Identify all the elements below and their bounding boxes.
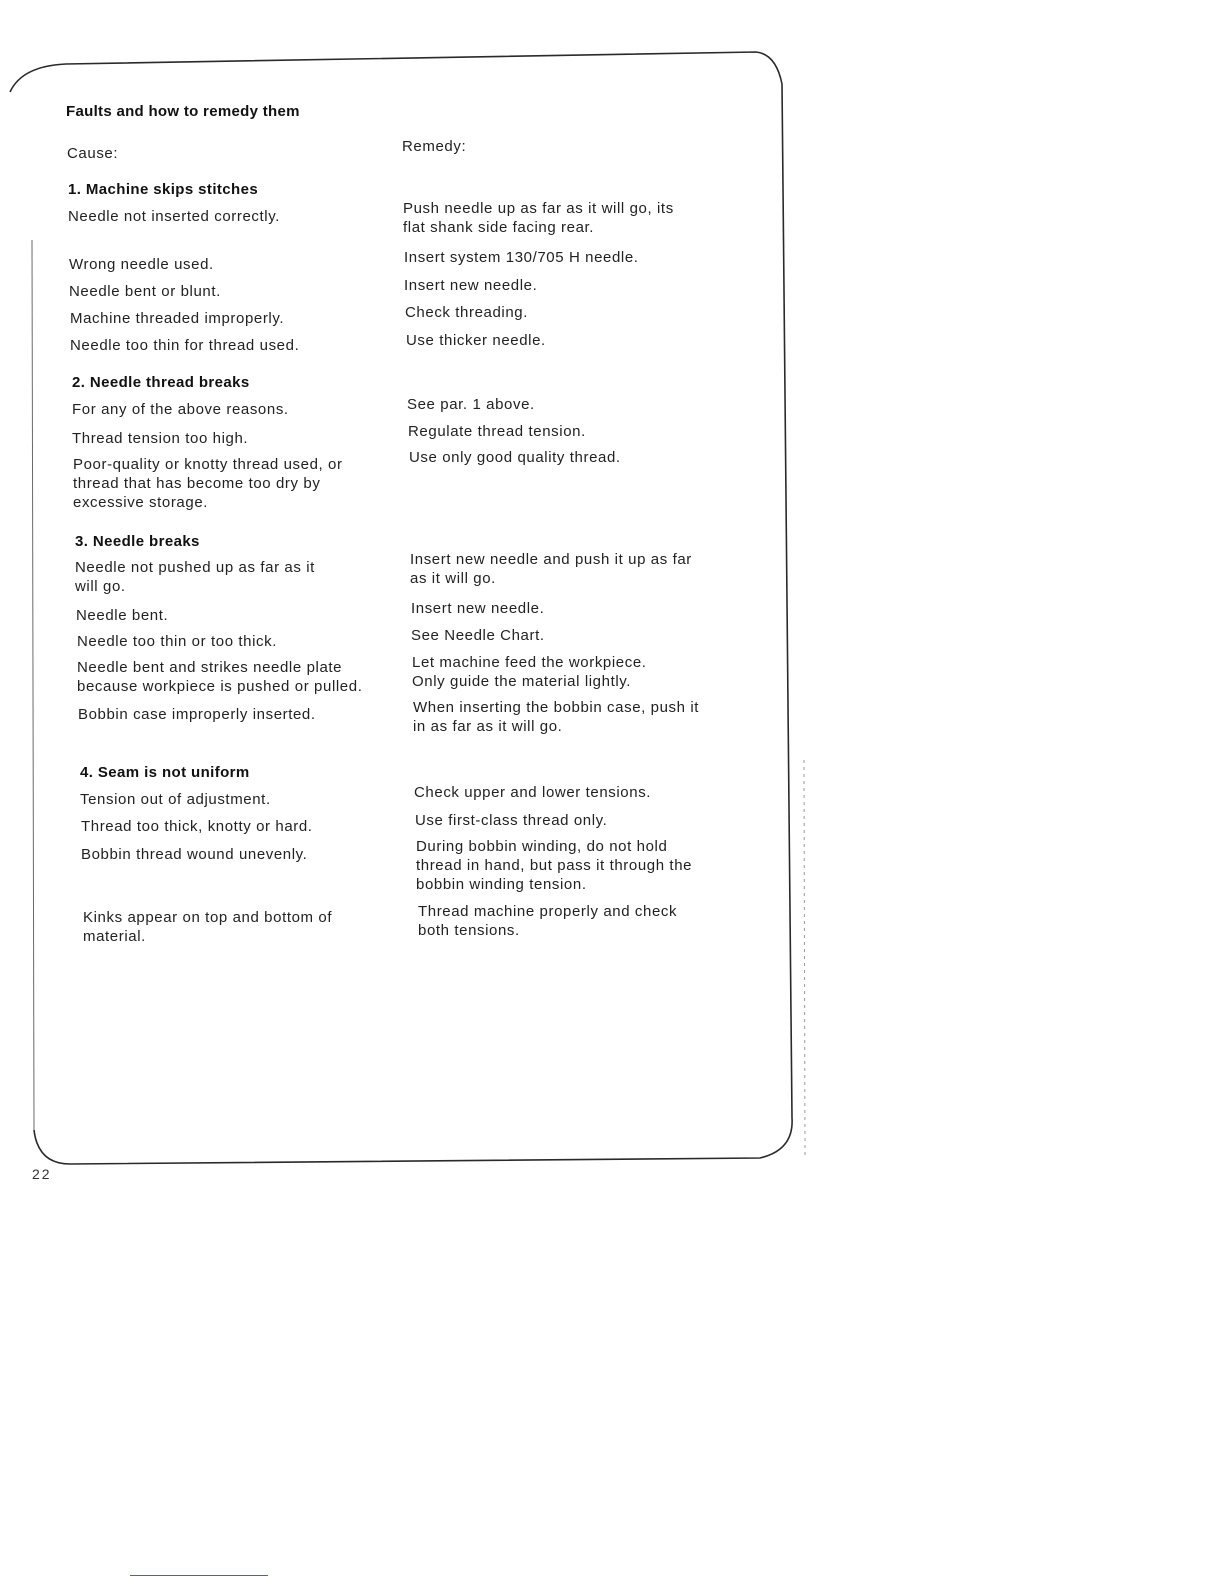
section-heading: 2. Needle thread breaks xyxy=(72,374,250,391)
cause-text: Poor-quality or knotty thread used, or xyxy=(73,456,343,473)
remedy-column-header: Remedy: xyxy=(402,138,467,155)
cause-text: Needle not pushed up as far as it xyxy=(75,559,315,576)
cause-text: Needle too thin or too thick. xyxy=(77,633,278,650)
remedy-text: Insert new needle and push it up as far xyxy=(410,551,692,568)
remedy-text: Push needle up as far as it will go, its xyxy=(403,200,674,217)
cause-column-header: Cause: xyxy=(67,145,119,162)
remedy-text: Use thicker needle. xyxy=(406,332,546,349)
remedy-text: Check threading. xyxy=(405,304,529,321)
cause-text: Bobbin thread wound unevenly. xyxy=(81,846,308,863)
cause-text: excessive storage. xyxy=(73,494,209,511)
cause-text: material. xyxy=(83,928,146,945)
remedy-text: Only guide the material lightly. xyxy=(412,673,632,690)
cause-text: Kinks appear on top and bottom of xyxy=(83,909,333,926)
cause-text: Thread too thick, knotty or hard. xyxy=(81,818,313,835)
remedy-text: Insert new needle. xyxy=(404,277,538,294)
remedy-text: bobbin winding tension. xyxy=(416,876,587,893)
cause-text: Needle bent or blunt. xyxy=(69,283,221,300)
remedy-text: Check upper and lower tensions. xyxy=(414,784,652,801)
remedy-text: Thread machine properly and check xyxy=(418,903,678,920)
cause-text: Tension out of adjustment. xyxy=(80,791,271,808)
remedy-text: Regulate thread tension. xyxy=(408,423,586,440)
cause-text: For any of the above reasons. xyxy=(72,401,289,418)
remedy-text: flat shank side facing rear. xyxy=(403,219,595,236)
remedy-text: During bobbin winding, do not hold xyxy=(416,838,668,855)
cause-text: Bobbin case improperly inserted. xyxy=(78,706,316,723)
footer-rule xyxy=(130,1575,268,1576)
remedy-text: as it will go. xyxy=(410,570,496,587)
cause-text: Thread tension too high. xyxy=(72,430,249,447)
remedy-text: Insert new needle. xyxy=(411,600,545,617)
cause-text: Needle too thin for thread used. xyxy=(70,337,300,354)
remedy-text: See Needle Chart. xyxy=(411,627,545,644)
cause-text: thread that has become too dry by xyxy=(73,475,321,492)
remedy-text: Let machine feed the workpiece. xyxy=(412,654,647,671)
remedy-text: in as far as it will go. xyxy=(413,718,563,735)
page-number: 22 xyxy=(32,1166,52,1182)
cause-text: because workpiece is pushed or pulled. xyxy=(77,678,363,695)
remedy-text: Insert system 130/705 H needle. xyxy=(404,249,639,266)
cause-text: Needle bent and strikes needle plate xyxy=(77,659,343,676)
cause-text: Needle not inserted correctly. xyxy=(68,208,280,225)
section-heading: 1. Machine skips stitches xyxy=(68,181,259,198)
remedy-text: thread in hand, but pass it through the xyxy=(416,857,693,874)
page-title: Faults and how to remedy them xyxy=(66,103,300,120)
remedy-text: Use only good quality thread. xyxy=(409,449,621,466)
remedy-text: See par. 1 above. xyxy=(407,396,535,413)
cause-text: will go. xyxy=(75,578,126,595)
section-heading: 4. Seam is not uniform xyxy=(80,764,250,781)
remedy-text: When inserting the bobbin case, push it xyxy=(413,699,700,716)
remedy-text: Use first-class thread only. xyxy=(415,812,608,829)
remedy-text: both tensions. xyxy=(418,922,520,939)
cause-text: Machine threaded improperly. xyxy=(70,310,285,327)
cause-text: Wrong needle used. xyxy=(69,256,214,273)
section-heading: 3. Needle breaks xyxy=(75,533,200,550)
cause-text: Needle bent. xyxy=(76,607,169,624)
